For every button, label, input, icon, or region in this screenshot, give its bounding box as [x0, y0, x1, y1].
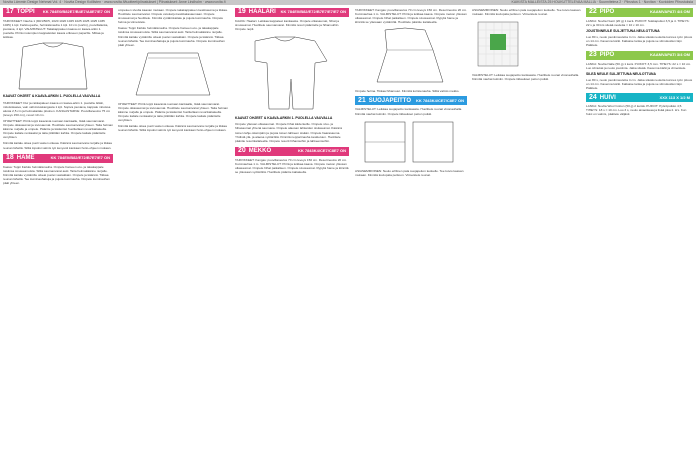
- pattern-title: TOPPI: [16, 9, 35, 16]
- pattern-22-section-heading: JOUSTINNEULE SULJETTUNA NEULOTTUNA: [586, 29, 660, 34]
- pattern-title: MEKKO: [248, 148, 272, 155]
- pattern-22-body-c: Luo 80 s, neulo joustinneuletta 4 cm. Jatka sileää neuletta kunnes työn pituus on 14 cm. Kavenna kärki. Katkaise lanka ja pujota se silmukoiden läpi. Päättele.: [586, 35, 693, 48]
- pattern-21-body-c: ASIASEMMOINEN: Neulo erillinen pala suojapeiton keskelle. Tee kuvio kaavan mukaan. Kiinnitä kuviopala peittoon. Viimeistele reunat.: [472, 8, 581, 17]
- pattern-24-header: [586, 93, 693, 102]
- pattern-17-body-d: Kiinnitä kaitale oikea puoli vasten oikeaa. Käännä saumanvara nurjalle ja tikkaa reunan läheltä. Silitä lopuksi valmis työ kevyesti kankaan hoito-ohjeen mukaan.: [3, 141, 112, 150]
- pattern-22-body-b: VALMISTELUT: Leikkaa suojapeitto kankaasta. Huolittele reunat vinonauhalla. Kiinnitä nauhat kulmiin. Ompele tikkaukset peiton poikki.: [472, 73, 580, 82]
- column-3: [235, 8, 349, 448]
- pattern-18-body-b: Kaava: Toppi Farkku helmiäisnauha. Ompele hameen etu- ja takakappale toisiinsa sivusaumoista. Silitä saumanvarat auki. Taita helmakäänne nurjalle. Kiinnitä kaitale vyötärölle oikeat puolet vastakkain. Ompele ja käännä. Tikkaa reunan läheltä. Tee kuminauhakuja ja pujota kuminauha. Ompele kuminauhan päät yhteen.: [118, 26, 225, 47]
- pattern-number: 21: [358, 96, 366, 104]
- pattern-18-header: [3, 154, 113, 163]
- pattern-code: KAAMVAPATI 4/4 OM: [649, 9, 690, 15]
- pattern-code: KK 784E0/B82/E72/B7E7/E7/E7 ON: [280, 9, 346, 15]
- pattern-code: XXX 113 X 1/2 M: [659, 94, 690, 100]
- pattern-number: 24: [589, 93, 597, 101]
- pattern-22-chart-diagram: [472, 18, 582, 70]
- column-1: [3, 8, 113, 448]
- pattern-title: HUIVI: [599, 94, 616, 101]
- pattern-21-header: [355, 96, 467, 105]
- pattern-23-body: LANKA: Novita Nalle (50 g) 1 kerä. PUIKOT: 3,5 mm. TIHEYS: 22 s = 10 cm. Luo silmukat ja neulo joustinta. Jatka sileää. Kavenna kärki ja viimeistele.: [586, 61, 692, 70]
- pattern-21-diagram: [355, 118, 467, 166]
- column-6: [586, 8, 693, 448]
- pattern-20-diagram: [355, 26, 467, 86]
- pattern-number: 20: [238, 147, 246, 155]
- pattern-code: KAAMVAPATI 3/4 OM: [649, 52, 690, 58]
- pattern-17-intro: TARVIKKEET: Nauha 1 (90/1/50/5, 1020 1020 1025 1025 1025 1025 1035 1025) 1 kpl. Farkku-jauhe, helmiäisnauha 1 kpl. 10 cm (sortin), puuvillalanka, joustava, 4 kpl. VALMISTELUT: Takakappaleen kaava on kaava-arkin 1. puolella. Piirrä molempien kappaleiden kaava erikseen paperille. Mittaa ja leikkaa.: [3, 19, 109, 40]
- column-4: [355, 8, 467, 448]
- column-5: [472, 8, 582, 448]
- pattern-20-body-a: TARVIKKEET: Kangas: puuvillaneulos 70 cm leveys 150 cm. Resorineulos 20 cm. Kuminauhaa 1 m. VALMISTELUT: Piirrä ja leikkaa kaava. Ompele mekon yläosan olkasaumat. Ompele hihat paikalleen. Ompele sivusaumat. Rypytä hame ja kiinnitä se yläosaan vyötäröltä. Huolittele pääntie kaitaleella.: [235, 157, 349, 175]
- pattern-title: HAME: [16, 155, 35, 162]
- pattern-21-body-b: ASIASEMMOINEN: Neulo erillinen pala suojapeiton keskelle. Tee kuvio kaavan mukaan. Kiinnitä kuviopala peittoon. Viimeistele reunat.: [355, 168, 464, 177]
- page-header-bar: [0, 0, 696, 5]
- pattern-21-body-a: VALMISTELUT: Leikkaa suojapeitto kankaasta. Huolittele reunat vinonauhalla. Kiinnitä nauhat kulmiin. Ompele tikkaukset peiton poikki.: [355, 107, 463, 116]
- header-right-text: KAIKISTA MALLEISTA 25 HOUKUTTELEVAA MALLIA · Suunnitelma 2 · Piirustus 1 · Novitan · Kuvioiden Piirustuksia: [511, 0, 693, 4]
- pattern-title: HAALARI: [248, 9, 276, 16]
- pattern-17-diagram: [3, 41, 113, 91]
- pattern-number: 19: [238, 8, 246, 16]
- pattern-code: KK 7843K4/CE7/C8E7 ON: [415, 97, 464, 103]
- pattern-24-body: LANKA: Novita Wool Cotton (50 g) 2 kerää. PUIKOT: Pyöröpuikko 4,5. TIHEYS: 18 s = 10 cm. Luo 3 s, neulo ainaoikeaa ja lisää joka 2. krs. Kun huivi on valmis, päättele väljästi.: [586, 104, 687, 117]
- pattern-number: 18: [6, 154, 14, 162]
- pattern-title: SUOJAPEITTO: [368, 97, 412, 104]
- pattern-19-header: [235, 8, 349, 17]
- header-left-text: Novita Lämmin Design Nehmat Vol. 4 · Novita Design Koillisten · www.novita.fi/tuotteet/piirustukset | Piirustukset: Anne Lindholm · www.novita.fi: [3, 0, 226, 4]
- pattern-19-diagram: [235, 33, 349, 113]
- pattern-17-header: [3, 8, 113, 17]
- pattern-23-section-heading: SILEÄ NEULE SULJETTUNA NEULOTTUNA: [586, 71, 656, 76]
- pattern-18-body-a: ompeleen sivulta kaavan mukaan. Ompele takakappaleen keskisauma ja tikkaa. Huolittele saumanvarat. Ompele vetoketju keskitakasaumaan. Ompele sivusaumat ja huolittele. Kiinnitä vyötärökaitale ja pujota kuminauha. Ompele helma ja viimeistele.: [118, 8, 228, 25]
- column-2: [118, 8, 230, 448]
- pattern-18-body: Kaava: Toppi Farkku helmiäisnauha. Ompele hameen etu- ja takakappale toisiinsa sivusaumoista. Silitä saumanvarat auki. Taita helmakäänne nurjalle. Kiinnitä kaitale vyötärölle oikeat puolet vastakkain. Ompele ja käännä. Tikkaa reunan läheltä. Tee kuminauhakuja ja pujota kuminauha. Ompele kuminauhan päät yhteen.: [3, 164, 110, 185]
- pattern-23-body-b: Luo 80 s, neulo joustinneuletta 4 cm. Jatka sileää neuletta kunnes työn pituus on 14 cm. Kavenna kärki. Katkaise lanka ja pujota se silmukoiden läpi. Päättele.: [586, 77, 693, 91]
- pattern-22-body-a: LANKA: Novita Nuori (20 g) 1 kerä. PUIKOT: Sukkapuikot 3,5 ja 4. TIHEYS: 22 s ja 30 krs sileää neuletta = 10 x 10 cm.: [586, 19, 690, 28]
- pattern-19-body-b: KAAVA: Haalari. Leikkaa kappaleet kankaasta. Ompele olkasaumat, hihat ja sivusaumat. Huolittele saumanvarat. Kiinnitä resori pääntielle ja hihansuihin. Ompele nepit.: [235, 19, 340, 32]
- pattern-code: KK 7843K4/CE7/C8E7 ON: [297, 148, 346, 154]
- pattern-18-diagram: [118, 49, 230, 99]
- pattern-18-body-d: Kiinnitä kaitale oikea puoli vasten oikeaa. Käännä saumanvara nurjalle ja tikkaa reunan läheltä. Silitä lopuksi valmis työ kevyesti kankaan hoito-ohjeen mukaan.: [118, 124, 227, 133]
- pattern-number: 17: [6, 8, 14, 16]
- pattern-20-body-c: Ompele helma. Tikkaa hihansuut. Kiinnitä koristenauha. Silitä valmis mekko.: [355, 89, 460, 94]
- pattern-number: 22: [589, 8, 597, 16]
- pattern-20-body-b: TARVIKKEET: Kangas: puuvillaneulos 70 cm leveys 150 cm. Resorineulos 20 cm. Kuminauhaa 1 m. VALMISTELUT: Piirrä ja leikkaa kaava. Ompele mekon yläosan olkasaumat. Ompele hihat paikalleen. Ompele sivusaumat. Rypytä hame ja kiinnitä se yläosaan vyötäröltä. Huolittele pääntie kaitaleella.: [355, 8, 467, 25]
- pattern-17-body-b: TARVIKKEET: Dur ja rakkapaleen kaava on kaava-arkin 1. puolella. Eläin, mitoisskaava, vain vahvistuskangasta 1 kpl. Sopiva joustava, kappale mitoissa alusta 2,5 cm ja helmakaitale pituinen. KANGASTARVE: Puuvillaneulos 75 cm (leveys 150 cm), resori 10 cm.: [3, 100, 111, 117]
- pattern-code: KK 784E0/B82/E72/B7E7/E7 ON: [50, 155, 110, 161]
- pattern-17-body-c: OHJEITTEET: Piirrä toppi kaavasta suoraan kankaalle, lisää saumanvarat. Ompele olkasaumat ja sivusaumat. Huolittele saumanvarat yhteen. Taita helman käänne nurjalle ja ompele. Pääntie ja kädentiet huolitellaan resorikaitaleella. Ompele kaitale renkaaksi ja taita pitkittäin kahtia. Ompele kaitale pääntielle venyttäen.: [3, 118, 113, 140]
- pattern-18-body-c: OHJEITTEET: Piirrä toppi kaavasta suoraan kankaalle, lisää saumanvarat. Ompele olkasaumat ja sivusaumat. Huolittele saumanvarat yhteen. Taita helman käänne nurjalle ja ompele. Pääntie ja kädentiet huolitellaan resorikaitaleella. Ompele kaitale renkaaksi ja taita pitkittäin kahtia. Ompele kaitale pääntielle venyttäen.: [118, 101, 228, 123]
- pattern-code: KK 784E0/B82E7/B4E7/A8E7/E7 ON: [42, 9, 110, 15]
- pattern-22-header: [586, 8, 693, 17]
- pattern-19-section-heading: KAAVAT OHJEET & KAAVA-ARKIN 1. PUOLELLA VAUVALLA: [235, 116, 333, 121]
- pattern-title: PIPO: [599, 52, 615, 59]
- pattern-number: 23: [589, 51, 597, 59]
- pattern-19-body-a: Ompele yläosan olkasaumat. Ompele hihat kädenteille. Ompele sivu- ja hihasaumat yhtenä saumana. Ompele alaosan lahkeiden sisäsaumat. Käännä toinen lahje oikeinpäin ja pujota toisen lahkeen sisään. Ompele haarasauma. Yhdistä ylä- ja alaosa vyötäröltä. Kiinnitä nepparinauha keskietuun. Huolittele pääntie resorikaitaleella. Ompele resorit hihansuihin ja lahkeensuihin.: [235, 122, 342, 143]
- pattern-17-section-heading: KAAVAT OHJEET & KAAVA-ARKIN 1. PUOLELLA VAUVALLA: [3, 94, 101, 99]
- pattern-20-header: [235, 147, 349, 156]
- pattern-23-header: [586, 51, 693, 60]
- pattern-title: PIPO: [599, 9, 615, 16]
